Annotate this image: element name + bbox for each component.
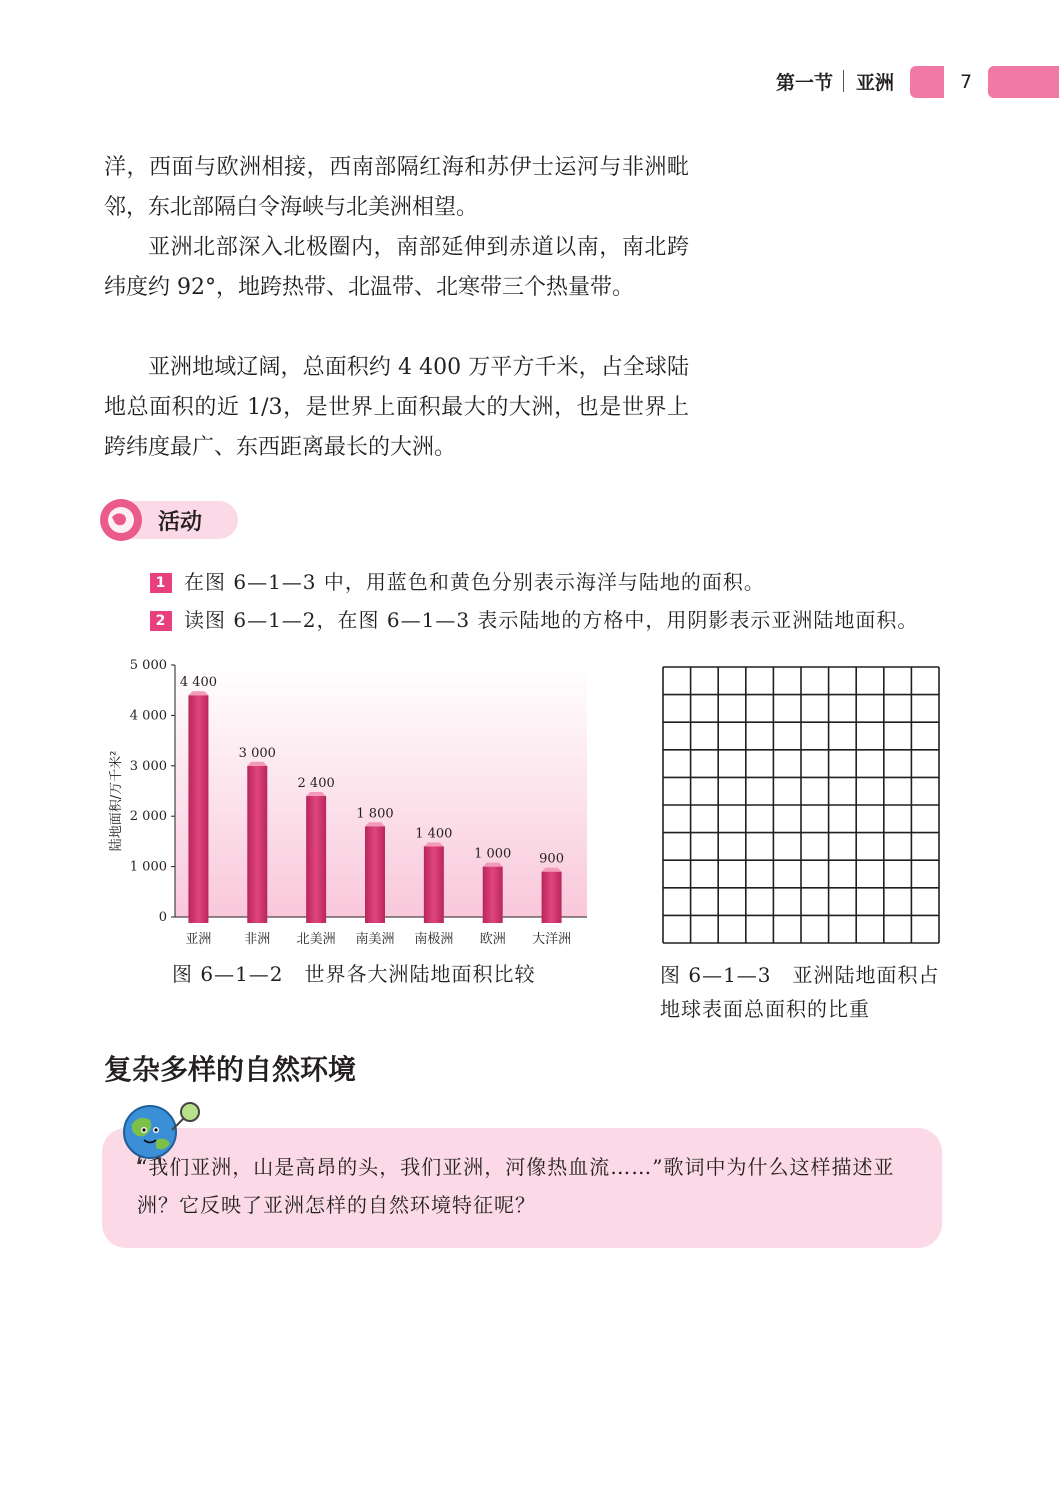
task-text: 读图 6—1—2，在图 6—1—3 表示陆地的方格中，用阴影表示亚洲陆地面积。 xyxy=(184,608,919,632)
y-tick-label: 1 000 xyxy=(129,859,167,875)
y-tick-label: 0 xyxy=(158,910,167,925)
activity-icon xyxy=(100,499,142,541)
activity-label: 活动 xyxy=(158,510,203,535)
bar xyxy=(365,826,385,923)
task-text: 在图 6—1—3 中，用蓝色和黄色分别表示海洋与陆地的面积。 xyxy=(184,570,765,594)
activity-task-2 xyxy=(150,604,918,633)
bar-value-label: 900 xyxy=(539,851,564,867)
paragraph-3: 亚洲地域辽阔，总面积约 4 400 万平方千米，占全球陆地总面积的近 1/3，是世界上面积最大的大洲，也是世界上跨纬度最广、东西距离最长的大洲。 xyxy=(104,355,689,460)
bar xyxy=(542,872,562,923)
x-tick-label: 欧洲 xyxy=(479,932,506,947)
grid-caption-line-2: 地球表面总面积的比重 xyxy=(660,997,870,1021)
header-divider xyxy=(843,70,844,92)
x-tick-label: 南美洲 xyxy=(355,932,395,947)
task-number-badge: 1 xyxy=(150,573,172,593)
chart-caption: 图 6—1—2 世界各大洲陆地面积比较 xyxy=(172,962,536,986)
x-tick-label: 亚洲 xyxy=(185,932,212,947)
grid-caption xyxy=(660,958,960,1026)
x-tick-label: 北美洲 xyxy=(296,932,336,947)
y-tick-label: 5 000 xyxy=(129,658,167,673)
y-tick-label: 3 000 xyxy=(129,758,167,774)
x-tick-label: 非洲 xyxy=(244,932,271,947)
y-axis-label: 陆地面积/万千米² xyxy=(109,750,124,852)
bar-value-label: 2 400 xyxy=(297,776,335,792)
area-grid-figure xyxy=(662,666,940,944)
bar-value-label: 3 000 xyxy=(238,745,276,761)
bar-value-label: 4 400 xyxy=(179,675,218,691)
y-tick-label: 4 000 xyxy=(129,708,167,724)
y-tick-label: 2 000 xyxy=(129,809,167,825)
bar xyxy=(306,796,326,923)
x-tick-label: 大洋洲 xyxy=(532,932,572,947)
x-tick-label: 南极洲 xyxy=(414,932,454,947)
grid-caption-line-1: 图 6—1—3 亚洲陆地面积占 xyxy=(660,963,940,987)
bar xyxy=(424,846,444,923)
paragraph-1: 洋，西面与欧洲相接，西南部隔红海和苏伊士运河与非洲毗邻，东北部隔白令海峡与北美洲相望。 xyxy=(104,155,689,220)
bar-value-label: 1 000 xyxy=(474,846,512,862)
header-title: 亚洲 xyxy=(856,72,895,94)
paragraph-2: 亚洲北部深入北极圈内，南部延伸到赤道以南，南北跨纬度约 92°，地跨热带、北温带、北寒带三个热量带。 xyxy=(104,235,689,300)
header-tab-decoration-right xyxy=(988,66,1059,98)
bar xyxy=(483,867,503,923)
bar xyxy=(188,695,208,923)
activity-task-1 xyxy=(150,566,765,595)
header-tab-decoration xyxy=(910,66,944,98)
header-section: 第一节 xyxy=(776,72,834,94)
section-heading: 复杂多样的自然环境 xyxy=(104,1053,357,1086)
page-number: 7 xyxy=(959,71,973,93)
bar xyxy=(247,766,267,923)
continent-area-bar-chart xyxy=(100,650,600,950)
bar-value-label: 1 400 xyxy=(415,826,453,842)
question-text: “我们亚洲，山是高昂的头，我们亚洲，河像热血流……”歌词中为什么这样描述亚洲？它反映了亚洲怎样的自然环境特征呢？ xyxy=(137,1155,895,1217)
task-number-badge: 2 xyxy=(150,611,172,631)
bar-value-label: 1 800 xyxy=(356,806,394,822)
